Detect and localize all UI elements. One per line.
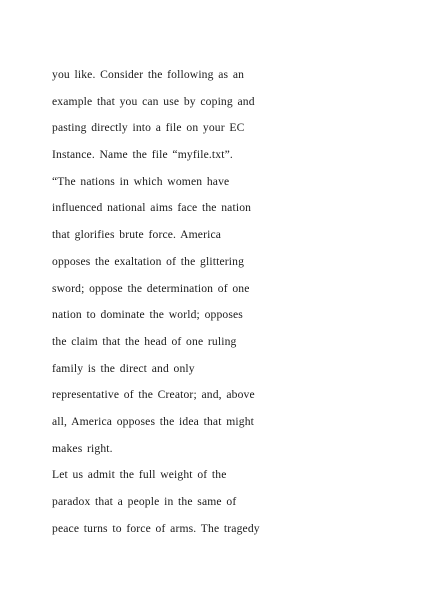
text-line: nation to dominate the world; opposes — [52, 308, 243, 322]
text-line: peace turns to force of arms. The tragedy — [52, 521, 260, 535]
text-line: “The nations in which women have — [52, 174, 230, 188]
text-line: Instance. Name the file “myfile.txt”. — [52, 148, 233, 162]
text-line: makes right. — [52, 441, 113, 455]
text-line: Let us admit the full weight of the — [52, 468, 227, 482]
text-line: influenced national aims face the nation — [52, 201, 252, 215]
text-line: all, America opposes the idea that might — [52, 414, 255, 428]
text-line: sword; oppose the determination of one — [52, 281, 250, 295]
text-line: that glorifies brute force. America — [52, 228, 222, 242]
body-text — [52, 62, 392, 542]
text-line: example that you can use by coping and — [52, 94, 255, 108]
text-line: you like. Consider the following as an — [52, 68, 245, 81]
text-line: representative of the Creator; and, above — [52, 388, 255, 402]
text-line: paradox that a people in the same of — [52, 495, 237, 508]
text-line: family is the direct and only — [52, 361, 195, 375]
text-line: opposes the exaltation of the glittering — [52, 254, 245, 268]
text-line: pasting directly into a file on your EC — [52, 121, 245, 135]
text-line: the claim that the head of one ruling — [52, 334, 237, 348]
